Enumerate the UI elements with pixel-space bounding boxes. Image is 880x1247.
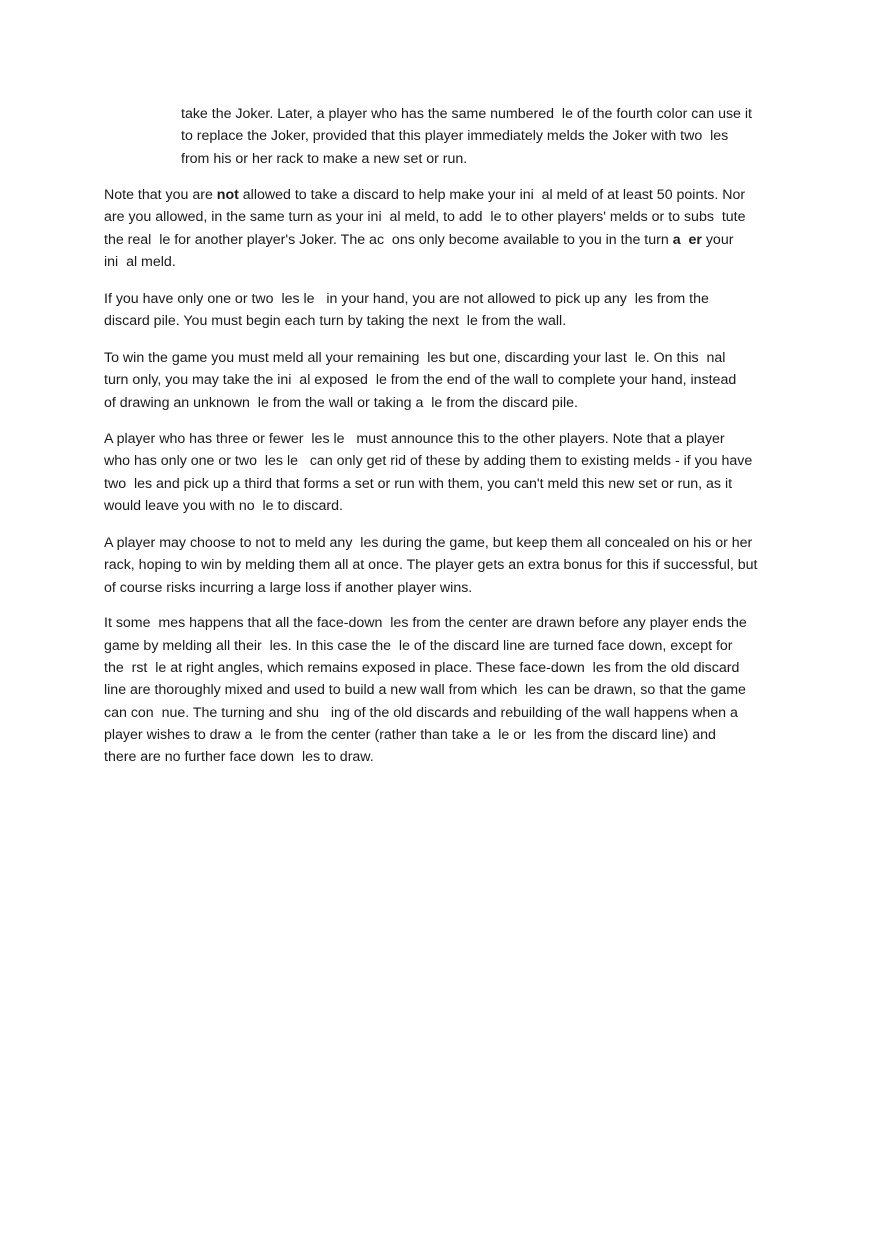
paragraph-1-line-1 bbox=[104, 186, 745, 204]
paragraph-6-line-6: player wishes to draw a le from the center (rather than take a le or les from the discard line) and bbox=[104, 727, 716, 743]
continuation-line-3: from his or her rack to make a new set or run. bbox=[181, 151, 468, 167]
paragraph-6-line-2: game by melding all their les. In this case the le of the discard line are turned face down, except for bbox=[104, 638, 733, 654]
paragraph-1-line-3 bbox=[104, 231, 733, 249]
paragraph-6-line-5: can con nue. The turning and shu ing of the old discards and rebuilding of the wall happens when a bbox=[104, 705, 738, 721]
paragraph-3-line-3: of drawing an unknown le from the wall or taking a le from the discard pile. bbox=[104, 395, 578, 411]
paragraph-4-line-3: two les and pick up a third that forms a set or run with them, you can't meld this new set or run, as it bbox=[104, 476, 733, 492]
paragraph-5-line-1: A player may choose to not to meld any les during the game, but keep them all concealed on his or her bbox=[104, 535, 753, 551]
continuation-line-1: take the Joker. Later, a player who has the same numbered le of the fourth color can use it bbox=[181, 106, 752, 122]
p1-text: the real le for another player's Joker. The ac ons only become available to you in the turn bbox=[104, 232, 673, 248]
paragraph-5-line-2: rack, hoping to win by melding them all at once. The player gets an extra bonus for this if successful, but bbox=[104, 557, 758, 573]
paragraph-6-line-1: It some mes happens that all the face-down les from the center are drawn before any player ends the bbox=[104, 615, 747, 631]
p1-text: Note that you are bbox=[104, 187, 217, 203]
paragraph-1-line-2: are you allowed, in the same turn as your ini al meld, to add le to other players' melds or to subs tute bbox=[104, 209, 746, 225]
p1-text: your bbox=[701, 232, 734, 248]
paragraph-4-line-1: A player who has three or fewer les le must announce this to the other players. Note that a player bbox=[104, 431, 725, 447]
p1-text: allowed to take a discard to help make your ini al meld of at least 50 points. Nor bbox=[238, 187, 746, 203]
p1-bold-after: a er bbox=[672, 232, 702, 248]
p1-bold-not: not bbox=[216, 187, 239, 203]
paragraph-4-line-4: would leave you with no le to discard. bbox=[104, 498, 343, 514]
paragraph-6-line-7: there are no further face down les to draw. bbox=[104, 749, 374, 765]
paragraph-1-line-4: ini al meld. bbox=[104, 254, 176, 270]
continuation-line-2: to replace the Joker, provided that this player immediately melds the Joker with two les bbox=[181, 128, 729, 144]
paragraph-6-line-4: line are thoroughly mixed and used to build a new wall from which les can be drawn, so that the game bbox=[104, 682, 746, 698]
paragraph-3-line-1: To win the game you must meld all your remaining les but one, discarding your last le. On this nal bbox=[104, 350, 726, 366]
paragraph-6-line-3: the rst le at right angles, which remains exposed in place. These face-down les from the old discard bbox=[104, 660, 740, 676]
paragraph-3-line-2: turn only, you may take the ini al exposed le from the end of the wall to complete your hand, instead bbox=[104, 372, 737, 388]
paragraph-4-line-2: who has only one or two les le can only get rid of these by adding them to existing melds - if you have bbox=[104, 453, 753, 469]
paragraph-5-line-3: of course risks incurring a large loss if another player wins. bbox=[104, 580, 473, 596]
paragraph-2-line-2: discard pile. You must begin each turn by taking the next le from the wall. bbox=[104, 313, 567, 329]
paragraph-2-line-1: If you have only one or two les le in your hand, you are not allowed to pick up any les from the bbox=[104, 291, 709, 307]
